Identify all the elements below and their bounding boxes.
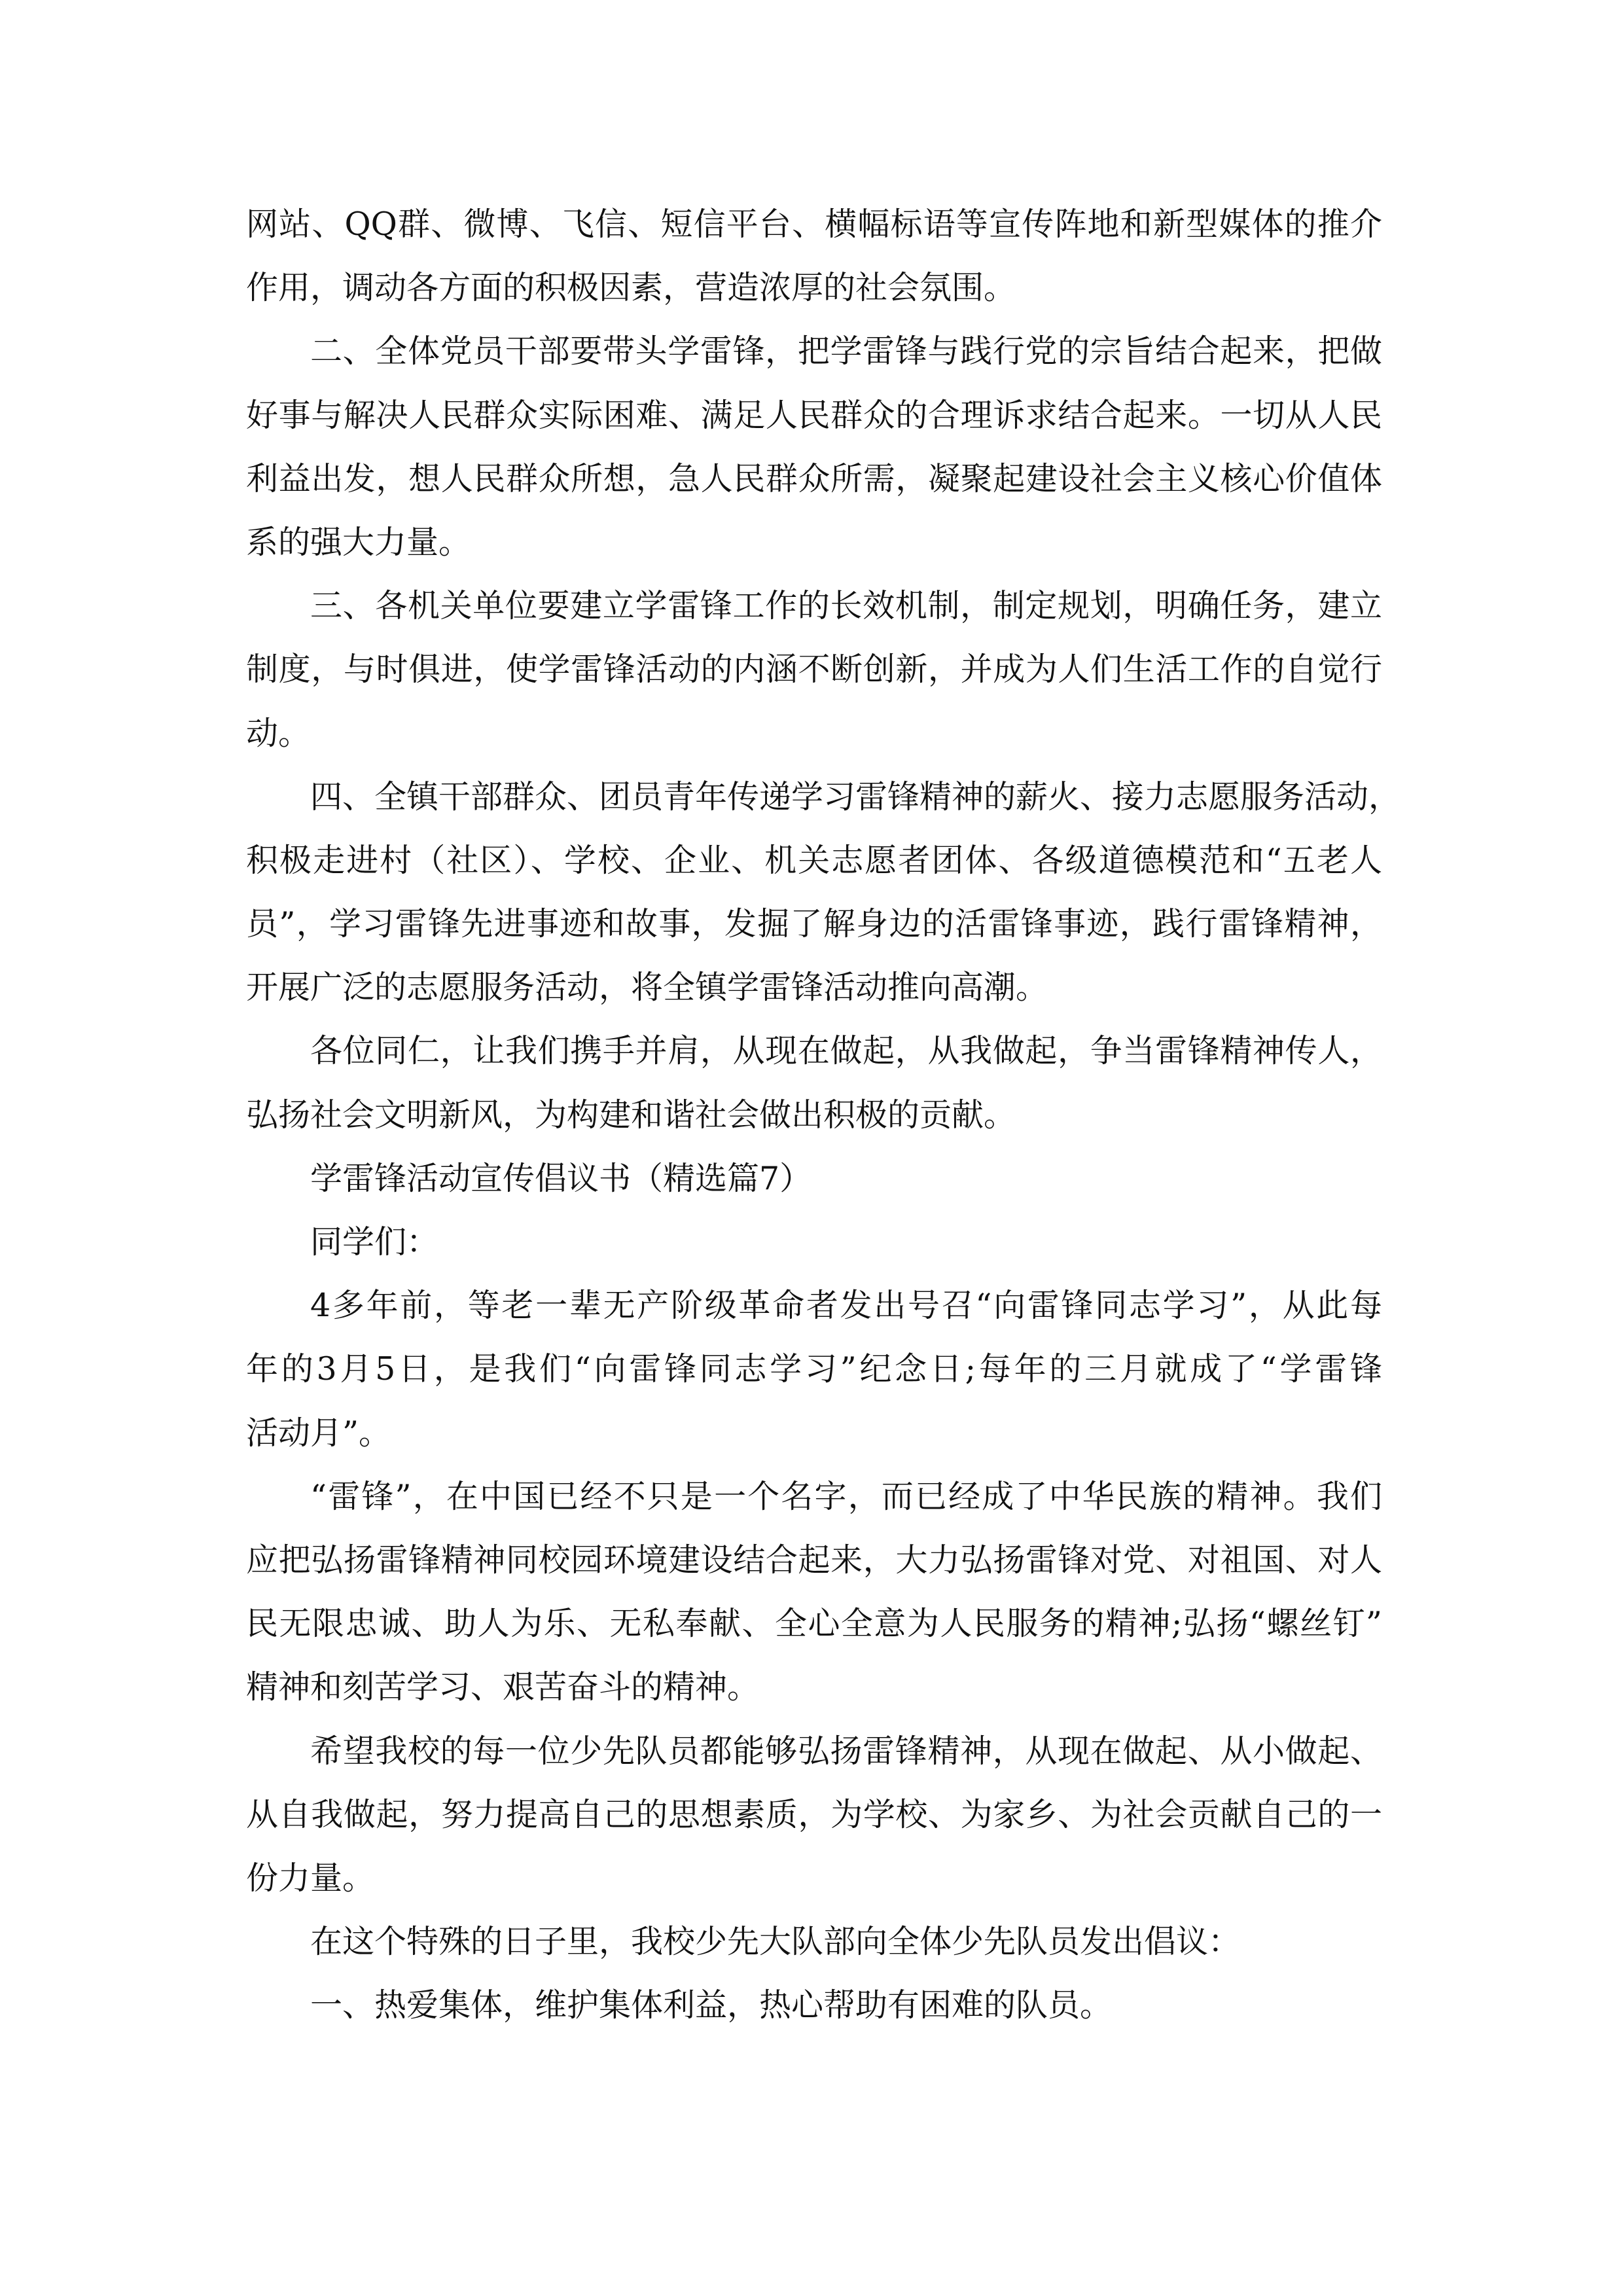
- text-line-26: 从自我做起，努力提高自己的思想素质，为学校、为家乡、为社会贡献自己的一: [246, 1795, 1382, 1833]
- text-line-7: 三、各机关单位要建立学雷锋工作的长效机制，制定规划，明确任务，建立: [310, 587, 1382, 625]
- text-line-24: 精神和刻苦学习、艰苦奋斗的精神。: [246, 1668, 760, 1706]
- text-line-15: 弘扬社会文明新风，为构建和谐社会做出积极的贡献。: [246, 1096, 1016, 1134]
- text-line-9: 动。: [246, 714, 311, 752]
- text-line-22: 应把弘扬雷锋精神同校园环境建设结合起来，大力弘扬雷锋对党、对祖国、对人: [246, 1541, 1382, 1579]
- text-line-14: 各位同仁，让我们携手并肩，从现在做起，从我做起，争当雷锋精神传人，: [310, 1032, 1382, 1070]
- text-line-21: “雷锋”，在中国已经不只是一个名字，而已经成了中华民族的精神。我们: [310, 1477, 1382, 1515]
- text-line-20: 活动月”。: [246, 1414, 391, 1452]
- text-line-5: 利益出发，想人民群众所想，急人民群众所需，凝聚起建设社会主义核心价值体: [246, 459, 1382, 497]
- salutation: 同学们：: [310, 1223, 439, 1261]
- text-line-27: 份力量。: [246, 1859, 375, 1897]
- text-line-23: 民无限忠诚、助人为乐、无私奉献、全心全意为人民服务的精神;弘扬“螺丝钉”: [246, 1605, 1382, 1643]
- section-heading: 学雷锋活动宣传倡议书（精选篇7）: [310, 1159, 812, 1197]
- text-line-12: 员”，学习雷锋先进事迹和故事，发掘了解身边的活雷锋事迹，践行雷锋精神，: [246, 905, 1382, 943]
- text-line-3: 二、全体党员干部要带头学雷锋，把学雷锋与践行党的宗旨结合起来，把做: [310, 332, 1382, 370]
- text-line-11: 积极走进村（社区）、学校、企业、机关志愿者团体、各级道德模范和“五老人: [246, 841, 1382, 879]
- text-line-18: 4多年前，等老一辈无产阶级革命者发出号召“向雷锋同志学习”，从此每: [310, 1287, 1382, 1325]
- text-line-13: 开展广泛的志愿服务活动，将全镇学雷锋活动推向高潮。: [246, 969, 1048, 1007]
- text-line-1: 网站、QQ群、微博、飞信、短信平台、横幅标语等宣传阵地和新型媒体的推介: [246, 206, 1382, 243]
- text-line-10: 四、全镇干部群众、团员青年传递学习雷锋精神的薪火、接力志愿服务活动，: [310, 778, 1401, 816]
- text-line-4: 好事与解决人民群众实际困难、满足人民群众的合理诉求结合起来。一切从人民: [246, 396, 1382, 434]
- text-line-25: 希望我校的每一位少先队员都能够弘扬雷锋精神，从现在做起、从小做起、: [310, 1732, 1382, 1770]
- document-page: [246, 192, 1401, 2037]
- text-line-8: 制度，与时俱进，使学雷锋活动的内涵不断创新，并成为人们生活工作的自觉行: [246, 651, 1382, 689]
- text-line-6: 系的强大力量。: [246, 523, 471, 561]
- text-line-19: 年的3月5日，是我们“向雷锋同志学习”纪念日;每年的三月就成了“学雷锋: [246, 1350, 1382, 1388]
- text-line-2: 作用，调动各方面的积极因素，营造浓厚的社会氛围。: [246, 269, 1016, 307]
- text-line-29: 一、热爱集体，维护集体利益，热心帮助有困难的队员。: [310, 1986, 1113, 2024]
- text-line-28: 在这个特殊的日子里，我校少先大队部向全体少先队员发出倡议：: [310, 1923, 1241, 1961]
